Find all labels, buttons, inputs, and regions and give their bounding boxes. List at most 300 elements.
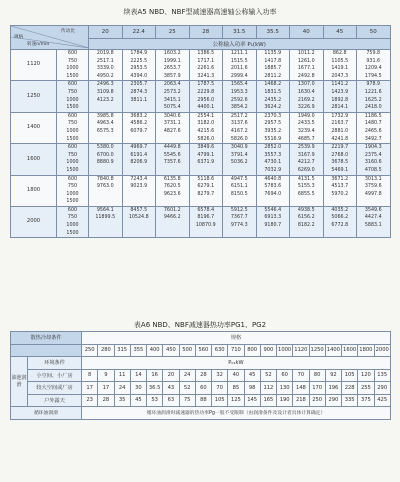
speed-value: 1000	[66, 223, 79, 229]
power-value: 1999.1	[163, 58, 181, 64]
thermal-power-value: 250	[309, 394, 325, 407]
table-row	[11, 81, 391, 112]
power-value-cell	[189, 50, 223, 81]
power-value: 1677.1	[297, 66, 315, 72]
speed-cell	[57, 81, 89, 112]
power-value-cell	[323, 144, 357, 175]
power-value: 1949.0	[297, 113, 315, 119]
power-value: 4963.4	[96, 121, 114, 127]
power-value: 1105.5	[331, 58, 349, 64]
power-value: 5545.6	[163, 152, 181, 158]
spec-row-label	[11, 344, 82, 357]
power-value: 5970.2	[331, 191, 349, 197]
power-value: 3109.8	[96, 89, 114, 95]
power-value: 4394.0	[130, 73, 148, 79]
ratio-header: 50	[357, 26, 391, 39]
power-value: 5783.6	[264, 184, 282, 190]
power-value: 7357.6	[163, 160, 181, 166]
thermal-power-value: 28	[98, 394, 114, 407]
power-value: 3671.2	[331, 176, 349, 182]
power-value-cell	[122, 175, 156, 206]
power-value-cell	[323, 206, 357, 237]
power-value	[89, 136, 122, 144]
speed-value: 750	[67, 58, 78, 64]
spec-header: 规格	[82, 332, 391, 345]
power-value	[89, 167, 122, 175]
power-value-cell	[290, 144, 324, 175]
power-value-cell	[156, 144, 190, 175]
environment-label: 小空间、小厂房	[28, 369, 82, 382]
thermal-power-value: 75	[179, 394, 195, 407]
power-value: 4215.6	[197, 128, 215, 134]
thermal-power-value: 28	[195, 369, 211, 382]
power-value-cell	[290, 81, 324, 112]
ratio-header: 35.5	[256, 26, 290, 39]
table-row	[11, 206, 391, 237]
thermal-power-value: 145	[244, 394, 260, 407]
power-value: 3557.3	[264, 152, 282, 158]
power-value: 2418.0	[364, 105, 382, 111]
power-value	[156, 222, 189, 230]
power-value: 1892.8	[331, 97, 349, 103]
power-value	[89, 230, 122, 238]
power-value: 1717.1	[197, 58, 215, 64]
power-value: 3160.6	[364, 160, 382, 166]
thermal-power-value: 92	[325, 369, 341, 382]
thermal-power-value: 63	[163, 394, 179, 407]
power-value: 3985.8	[96, 113, 114, 119]
power-value: 1011.2	[297, 51, 315, 56]
power-value: 8150.5	[230, 191, 248, 197]
power-value: 2811.2	[264, 73, 282, 79]
thermal-power-value: 43	[163, 382, 179, 395]
power-value: 978.9	[366, 82, 381, 88]
power-value	[89, 104, 122, 112]
power-value: 2881.0	[331, 128, 349, 134]
power-value	[123, 104, 156, 112]
power-value: 8182.2	[297, 223, 315, 229]
ratio-header: 28	[189, 26, 223, 39]
power-value	[123, 198, 156, 206]
speed-value: 1500	[66, 136, 79, 142]
power-value: 5075.4	[163, 105, 181, 111]
speed-cell	[57, 206, 89, 237]
power-value: 4640.8	[264, 176, 282, 182]
power-value: 2592.6	[230, 97, 248, 103]
speed-value: 600	[67, 145, 78, 151]
ratio-header: 40	[290, 26, 324, 39]
speed-value: 1000	[66, 66, 79, 72]
power-value: 4212.7	[297, 160, 315, 166]
power-value: 7032.9	[264, 167, 282, 173]
power-value-cell	[189, 112, 223, 143]
table-row	[11, 112, 391, 143]
thermal-power-value: 40	[228, 369, 244, 382]
power-value: 1480.7	[364, 121, 382, 127]
power-value: 3226.9	[297, 105, 315, 111]
power-value: 3549.6	[364, 207, 382, 213]
power-value: 2492.8	[297, 73, 315, 79]
power-value	[357, 230, 390, 238]
power-value: 5469.1	[331, 167, 349, 173]
power-value: 862.8	[332, 51, 347, 56]
spec-value: 1000	[277, 344, 293, 357]
ratio-header: 22.4	[122, 26, 156, 39]
power-value: 1565.4	[230, 82, 248, 88]
power-value-cell	[256, 50, 290, 81]
thermal-power-value: 14	[130, 369, 146, 382]
power-value: 2956.0	[197, 97, 215, 103]
power-value: 1417.8	[264, 58, 282, 64]
power-value	[123, 222, 156, 230]
speed-value: 1500	[66, 105, 79, 111]
thermal-power-value: 290	[374, 382, 390, 395]
power-value: 3811.1	[130, 97, 148, 103]
power-value	[223, 198, 256, 206]
power-value: 5826.0	[230, 136, 248, 142]
power-value: 9564.1	[96, 207, 114, 213]
power-value-cell	[323, 81, 357, 112]
spec-value: 1800	[358, 344, 374, 357]
spec-value: 1250	[309, 344, 325, 357]
ratio-header-label: 传动比	[61, 29, 75, 34]
power-value: 2229.8	[197, 89, 215, 95]
power-value: 2573.2	[163, 89, 181, 95]
spec-value: 280	[98, 344, 114, 357]
power-value: 8206.9	[130, 160, 148, 166]
power-value	[357, 198, 390, 206]
thermal-power-value: 17	[82, 382, 98, 395]
power-value-cell	[89, 206, 123, 237]
thermal-power-value: 24	[114, 382, 130, 395]
power-value	[156, 167, 189, 175]
speed-cell	[57, 175, 89, 206]
power-value: 7620.5	[163, 184, 181, 190]
speed-value: 750	[67, 215, 78, 221]
thermal-power-value: 8	[82, 369, 98, 382]
speed-value: 750	[67, 121, 78, 127]
power-value: 4997.8	[364, 191, 382, 197]
power-value: 9180.7	[264, 223, 282, 229]
speed-value: 1000	[66, 191, 79, 197]
power-value: 4947.5	[230, 176, 248, 182]
power-value: 2219.7	[331, 145, 349, 151]
power-value	[190, 230, 223, 238]
power-value: 1419.1	[331, 66, 349, 72]
ratio-header: 25	[156, 26, 190, 39]
power-value: 5155.3	[297, 184, 315, 190]
power-value: 1784.9	[130, 51, 148, 56]
power-value: 3678.5	[331, 160, 349, 166]
power-value	[223, 167, 256, 175]
power-value: 1211.1	[230, 51, 248, 56]
power-value	[156, 230, 189, 238]
power-value: 2019.8	[96, 51, 114, 56]
circulating-oil-label: 循环油润滑	[11, 407, 82, 420]
power-value: 9774.3	[230, 223, 248, 229]
power-value-cell	[323, 112, 357, 143]
power-value: 6269.0	[297, 167, 315, 173]
thermal-power-value: 45	[130, 394, 146, 407]
power-value: 3854.2	[230, 105, 248, 111]
power-value: 3182.0	[197, 121, 215, 127]
power-value-cell	[223, 81, 257, 112]
thermal-power-value: 53	[147, 394, 163, 407]
power-value: 5066.2	[331, 215, 349, 221]
speed-value: 600	[67, 51, 78, 56]
thermal-power-value: 23	[82, 394, 98, 407]
power-value: 4513.7	[331, 184, 349, 190]
thermal-power-value: 85	[228, 382, 244, 395]
spec-value: 710	[228, 344, 244, 357]
thermal-power-value: 20	[163, 369, 179, 382]
power-value: 7367.7	[230, 215, 248, 221]
power-value: 931.6	[366, 58, 381, 64]
header-diagonal-cell	[11, 26, 89, 50]
power-value	[123, 167, 156, 175]
table-a5-title: 续表A5 NBD、NBF型减速器高速轴公称输入功率	[123, 8, 277, 16]
power-value: 1625.2	[364, 97, 382, 103]
power-value: 6135.8	[163, 176, 181, 182]
speed-cell	[57, 50, 89, 81]
power-value-cell	[89, 112, 123, 143]
power-value: 1603.2	[163, 51, 181, 56]
power-value: 2305.7	[130, 82, 148, 88]
power-value: 2517.2	[230, 113, 248, 119]
power-value-cell	[290, 175, 324, 206]
power-value: 8279.7	[197, 191, 215, 197]
power-value-cell	[189, 81, 223, 112]
power-value: 6575.3	[96, 128, 114, 134]
power-value: 10870.9	[195, 223, 216, 229]
gear-size-cell: 2000	[11, 206, 57, 237]
thermal-power-value: 135	[374, 369, 390, 382]
speed-value: 1000	[66, 160, 79, 166]
power-value: 6279.1	[197, 184, 215, 190]
power-value: 5118.6	[197, 176, 215, 182]
power-value-cell	[223, 50, 257, 81]
power-value: 2261.6	[197, 66, 215, 72]
power-value-cell	[89, 50, 123, 81]
power-value: 3759.6	[364, 184, 382, 190]
thermal-power-value: 105	[342, 369, 358, 382]
power-value: 6913.3	[264, 215, 282, 221]
power-value: 1386.5	[197, 51, 215, 56]
power-value: 4827.6	[163, 128, 181, 134]
thermal-power-value: 52	[179, 382, 195, 395]
power-value: 3167.9	[297, 152, 315, 158]
power-value-cell	[323, 175, 357, 206]
power-value: 3415.1	[163, 97, 181, 103]
power-value: 8196.7	[197, 215, 215, 221]
power-value: 2957.5	[264, 121, 282, 127]
power-value: 2433.5	[297, 121, 315, 127]
table-row	[11, 394, 391, 407]
power-value	[156, 198, 189, 206]
spec-value: 1600	[342, 344, 358, 357]
speed-value: 600	[67, 176, 78, 182]
circulating-oil-note: 循环油润滑时减速器的热功率Pg一般不受限制（由润滑条件及设计者具体计算确定）	[82, 407, 391, 420]
thermal-power-value: 228	[342, 382, 358, 395]
spec-value: 2000	[374, 344, 390, 357]
power-value: 2169.2	[297, 97, 315, 103]
power-value: 3040.9	[230, 145, 248, 151]
thermal-power-value: 196	[325, 382, 341, 395]
thermal-power-value: 105	[212, 394, 228, 407]
power-value: 4400.1	[197, 105, 215, 111]
power-value	[190, 198, 223, 206]
power-value-cell	[156, 81, 190, 112]
power-value-cell	[290, 206, 324, 237]
power-value: 2225.5	[130, 58, 148, 64]
power-value: 2063.4	[163, 82, 181, 88]
speed-value: 1000	[66, 97, 79, 103]
spec-value: 630	[212, 344, 228, 357]
gear-size-cell: 1250	[11, 81, 57, 112]
speed-value: 750	[67, 184, 78, 190]
power-value: 1904.3	[364, 145, 382, 151]
power-value: 8457.5	[130, 207, 148, 213]
power-value: 11899.5	[95, 215, 116, 221]
power-value: 5036.2	[230, 160, 248, 166]
power-value	[290, 198, 323, 206]
power-value: 6772.8	[331, 223, 349, 229]
power-value: 3849.6	[197, 145, 215, 151]
power-value: 1186.5	[364, 113, 382, 119]
spec-value: 315	[114, 344, 130, 357]
power-value: 4449.8	[163, 145, 181, 151]
speed-header-label: 转速n/min	[27, 42, 50, 47]
power-value: 4969.7	[130, 145, 148, 151]
power-value: 2653.7	[163, 66, 181, 72]
power-value: 1630.4	[297, 89, 315, 95]
power-value: 6079.7	[130, 128, 148, 134]
speed-value: 1500	[66, 199, 79, 205]
power-value: 7243.4	[130, 176, 148, 182]
thermal-power-value: 120	[358, 369, 374, 382]
speed-value: 1500	[66, 230, 79, 236]
power-value: 1423.9	[331, 89, 349, 95]
power-value-cell	[357, 81, 391, 112]
power-value	[290, 230, 323, 238]
power-value: 2768.0	[331, 152, 349, 158]
spec-value: 400	[147, 344, 163, 357]
power-value: 4131.5	[297, 176, 315, 182]
power-value: 2554.1	[197, 113, 215, 119]
thermal-power-value: 45	[244, 369, 260, 382]
power-value-cell	[290, 112, 324, 143]
thermal-power-value: 60	[195, 382, 211, 395]
power-value: 3935.2	[264, 128, 282, 134]
power-value-cell	[256, 81, 290, 112]
gear-size-cell: 1800	[11, 175, 57, 206]
power-value: 2999.4	[230, 73, 248, 79]
power-value-cell	[122, 206, 156, 237]
power-value: 3731.1	[163, 121, 181, 127]
thermal-power-value: 17	[98, 382, 114, 395]
thermal-power-value: 255	[358, 382, 374, 395]
power-value: 3857.9	[163, 73, 181, 79]
power-value-cell	[357, 50, 391, 81]
power-value-cell	[223, 175, 257, 206]
speed-value: 1500	[66, 73, 79, 79]
thermal-power-value: 218	[293, 394, 309, 407]
power-value: 3013.1	[364, 176, 382, 182]
power-value	[190, 167, 223, 175]
table-row	[11, 50, 391, 81]
thermal-power-value: 170	[309, 382, 325, 395]
power-value: 1141.2	[331, 82, 349, 88]
power-value: 2375.4	[364, 152, 382, 158]
gear-size-cell: 1120	[11, 50, 57, 81]
environment-label: 户外露天	[28, 394, 82, 407]
speed-cell	[57, 144, 89, 175]
spec-value: 355	[130, 344, 146, 357]
power-value: 5826.0	[197, 136, 215, 142]
power-value-cell	[189, 175, 223, 206]
power-value	[89, 191, 122, 199]
table-row	[11, 369, 391, 382]
power-value: 7601.2	[163, 207, 181, 213]
power-value: 759.8	[366, 51, 381, 56]
thermal-power-value: 24	[179, 369, 195, 382]
power-value: 6191.4	[130, 152, 148, 158]
power-value: 2814.1	[331, 105, 349, 111]
power-value: 4035.2	[331, 207, 349, 213]
power-value: 5912.5	[230, 207, 248, 213]
thermal-power-value: 35	[114, 394, 130, 407]
power-value: 4586.2	[130, 121, 148, 127]
spec-value: 500	[179, 344, 195, 357]
power-value: 2163.7	[331, 121, 349, 127]
power-value: 1953.3	[230, 89, 248, 95]
speed-value: 1500	[66, 167, 79, 173]
power-value: 2874.3	[130, 89, 148, 95]
power-value-cell	[256, 144, 290, 175]
power-value: 3492.7	[364, 136, 382, 142]
power-value-cell	[156, 112, 190, 143]
power-value: 9466.2	[163, 215, 181, 221]
thermal-power-value: 88	[195, 394, 211, 407]
power-value-cell	[323, 50, 357, 81]
power-value: 2011.6	[230, 66, 248, 72]
power-value: 1307.0	[297, 82, 315, 88]
power-value-cell	[290, 50, 324, 81]
power-value	[156, 136, 189, 144]
speed-value: 600	[67, 82, 78, 88]
thermal-power-value: 290	[325, 394, 341, 407]
power-value	[123, 191, 156, 199]
thermal-power-value: 36.5	[147, 382, 163, 395]
power-value: 6151.1	[230, 184, 248, 190]
power-value: 7840.8	[96, 176, 114, 182]
thermal-power-table	[10, 331, 391, 420]
power-value: 1732.9	[331, 113, 349, 119]
power-value	[89, 222, 122, 230]
power-value-cell	[122, 144, 156, 175]
power-value	[324, 230, 357, 238]
power-value-cell	[223, 112, 257, 143]
spec-value: 900	[260, 344, 276, 357]
power-value: 2496.3	[96, 82, 114, 88]
power-value	[257, 198, 290, 206]
power-header: 公称输入功率 P₁(kW)	[89, 39, 391, 50]
power-value: 4427.4	[364, 215, 382, 221]
ratio-header: 45	[323, 26, 357, 39]
power-value: 2517.1	[96, 58, 114, 64]
power-value-cell	[156, 206, 190, 237]
power-value: 6371.9	[197, 160, 215, 166]
